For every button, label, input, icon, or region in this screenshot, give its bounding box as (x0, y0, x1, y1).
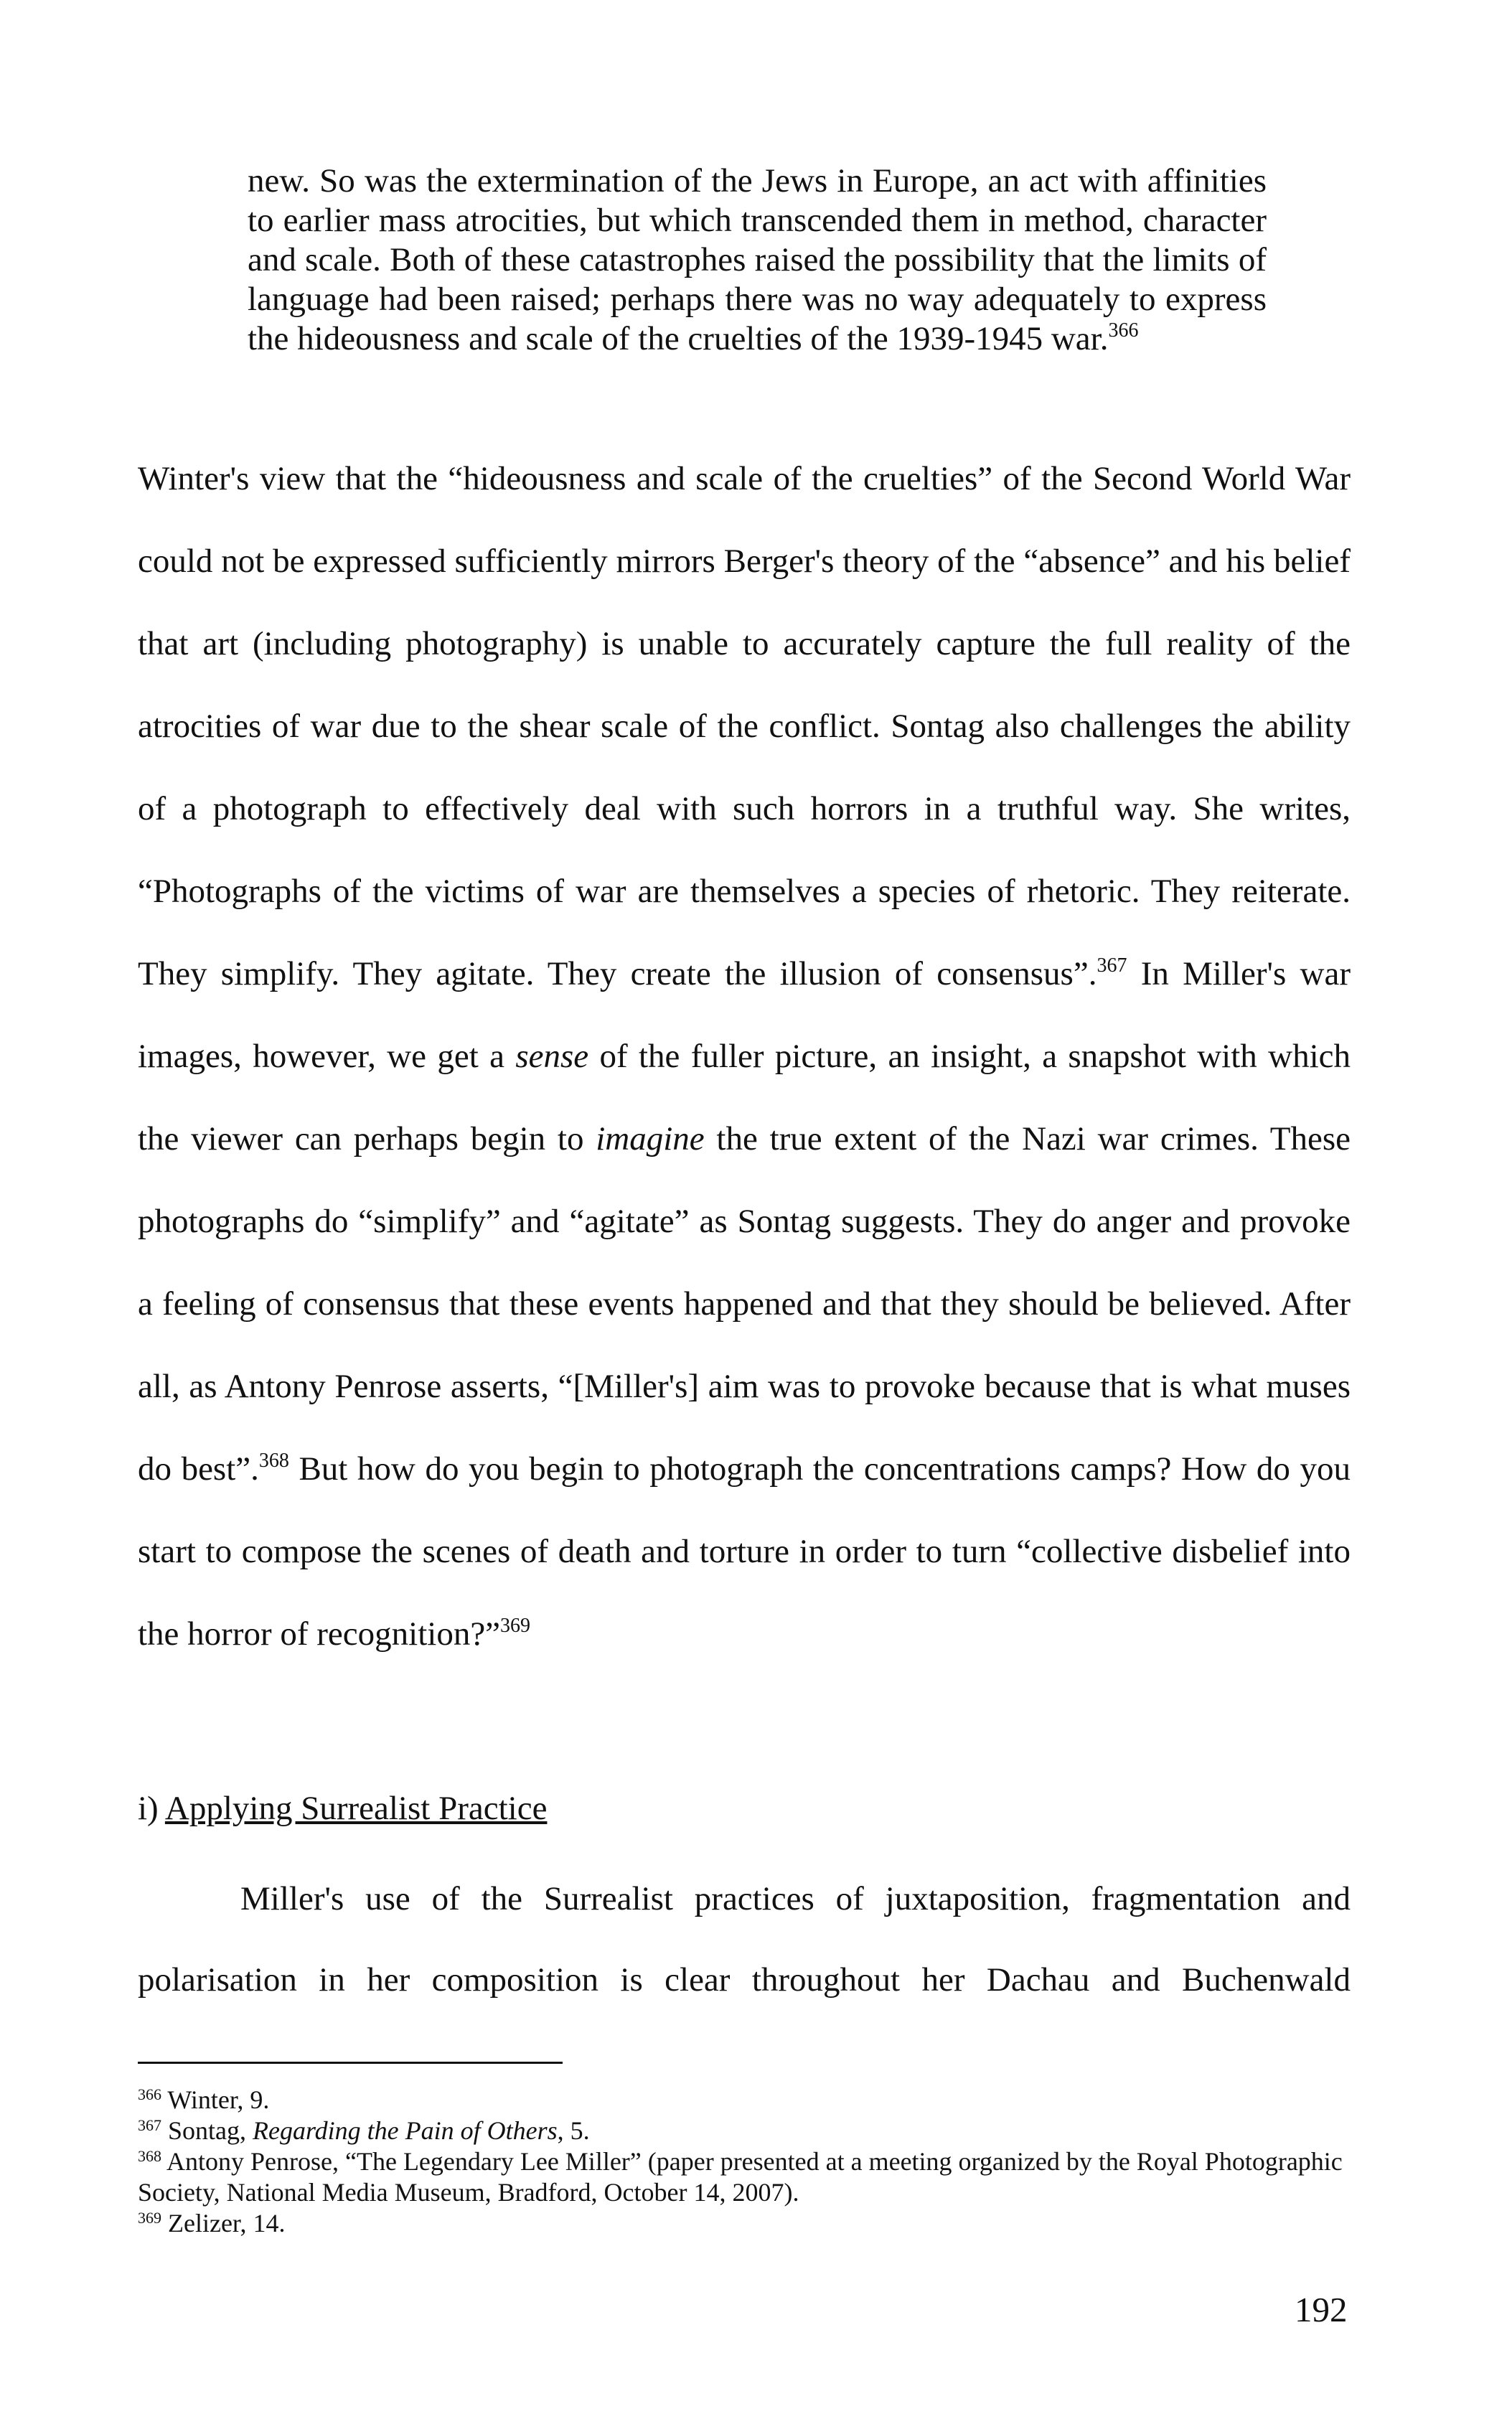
paragraph-1-text-a: Winter's view that the “hideousness and scale of the cruelties” of the Second World War could not be expressed sufficiently mirrors Berger's theory of the “absence” and his belief that art (including photography) is unable to accurately capture the full reality of the atrocities of war due to the shear scale of the conflict. Sontag also challenges the ability of a photograph to effectively deal with such horrors in a truthful way. She writes, “Photographs of the victims of war are themselves a species of rhetoric. They reiterate. They simplify. They agitate. They create the illusion of consensus”. (138, 460, 1351, 992)
footnote-number: 366 (138, 2085, 161, 2103)
footnote-number: 367 (138, 2116, 161, 2134)
footnote-ref-368: 368 (258, 1450, 289, 1472)
paragraph-1-text-e: But how do you begin to photograph the concentrations camps? How do you start to compose the scenes of death and torture in order to turn “collective disbelief into the horror of recognition?” (138, 1450, 1351, 1653)
footnote-366 (138, 2085, 1351, 2115)
section-title: Applying Surrealist Practice (164, 1790, 548, 1827)
footnote-text: Antony Penrose, “The Legendary Lee Miller” (paper presented at a meeting organized by the Royal Photographic Society, National Media Museum, Bradford, October 14, 2007). (138, 2147, 1343, 2207)
footnote-title: Regarding the Pain of Others (253, 2116, 558, 2145)
footnote-ref-367: 367 (1097, 954, 1127, 977)
paragraph-1-text-d: the true extent of the Nazi war crimes. These photographs do “simplify” and “agitate” as Sontag suggests. They do anger and provoke a feeling of consensus that these events happened and that they should be believed. After all, as Antony Penrose asserts, “[Miller's] aim was to provoke because that is what muses do best”. (138, 1120, 1351, 1488)
footnote-text-end: , 5. (557, 2116, 590, 2145)
section-heading (138, 1787, 547, 1830)
block-quote-text: new. So was the extermination of the Jews in Europe, an act with affinities to earlier mass atrocities, but which transcended them in method, character and scale. Both of these catastrophes raised the possibility that the limits of language had been raised; perhaps there was no way adequately to express the hideousness and scale of the cruelties of the 1939-1945 war. (248, 162, 1267, 357)
footnote-number: 369 (138, 2209, 161, 2227)
footnote-368 (138, 2146, 1351, 2208)
emphasis-sense: sense (515, 1038, 589, 1075)
emphasis-imagine: imagine (596, 1120, 705, 1157)
body-paragraph-1 (138, 438, 1351, 1676)
footnote-text: Zelizer, 14. (168, 2209, 286, 2237)
footnotes (138, 2085, 1351, 2239)
block-quote (248, 161, 1267, 359)
paragraph-1-text-c: of the fuller picture, an insight, a snapshot with which the viewer can perhaps begin to (138, 1038, 1351, 1157)
paragraph-2-text: Miller's use of the Surrealist practices of juxtaposition, fragmentation and polarisation in her composition is clear throughout her Dachau and Buchenwald (138, 1880, 1351, 1999)
page-number: 192 (1295, 2290, 1348, 2329)
footnote-text: Winter, 9. (167, 2085, 270, 2114)
footnote-367 (138, 2115, 1351, 2146)
footnote-369 (138, 2208, 1351, 2239)
footnote-ref-369: 369 (500, 1615, 531, 1637)
footnote-number: 368 (138, 2147, 161, 2165)
footnote-text: Sontag, (168, 2116, 253, 2145)
paragraph-1-text-b: In Miller's war images, however, we get a (138, 955, 1351, 1075)
footnote-divider (138, 2062, 563, 2064)
section-number: i) (138, 1790, 159, 1827)
footnote-ref-366: 366 (1108, 319, 1139, 342)
body-paragraph-2 (138, 1859, 1351, 2021)
